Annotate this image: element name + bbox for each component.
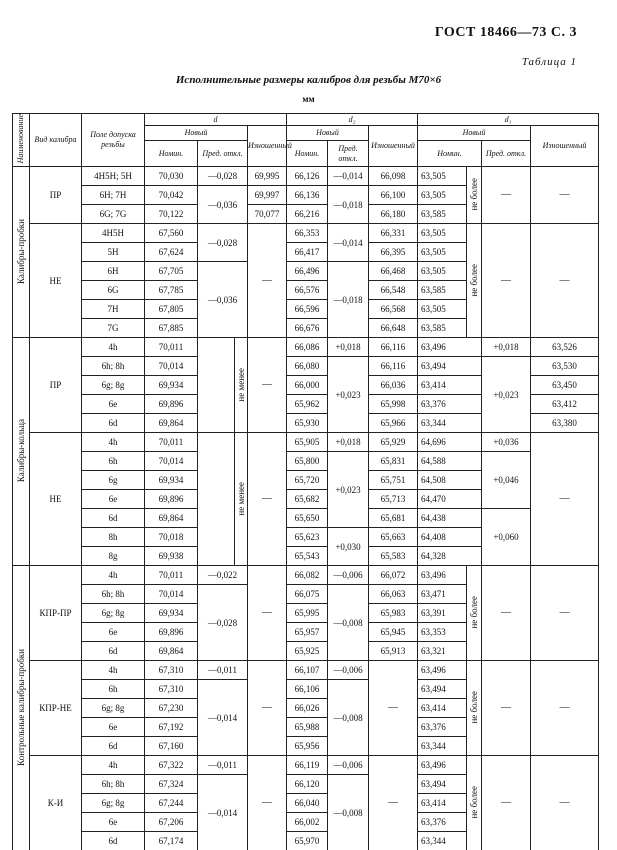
not-less-note: не менее [235,338,248,433]
not-more-note: не более [467,566,482,661]
not-more-note: не более [467,224,482,338]
table-row: 6e 69,896 65,682 65,713 64,470 [13,490,599,509]
table-row: 6g; 8g 67,244 66,040 63,414 [13,794,599,813]
d2-worn-header: Изношенный [369,126,418,167]
table-row: 6e 67,192 65,988 63,376 [13,718,599,737]
d1-nominal-header: Номин. [418,141,482,167]
table-row: 6e 69,896 65,957 65,945 63,353 [13,623,599,642]
table-row: 6G; 7G 70,122 70,077 66,216 66,180 63,585 [13,205,599,224]
col-kind-header: Вид калибра [30,114,82,167]
d-limit-header: Пред. откл. [198,141,248,167]
table-row: 8h 70,018 65,623 +0,030 65,663 64,408 [13,528,599,547]
d1-worn-header: Изношенный [531,126,599,167]
table-row: 6g 69,934 65,720 65,751 64,508 [13,471,599,490]
kind-cell: КПР-ПР [30,566,82,661]
not-more-note: не более [467,756,482,850]
table-row: КПР-НЕ 4h 67,310 —0,011 — 66,107 —0,006 — 63,496 не более — — [13,661,599,680]
table-row: 6h; 8h 70,014 66,080 +0,023 66,116 63,494 +0,023 63,530 [13,357,599,376]
table-row: 6h 67,310 —0,014 66,106 —0,008 63,494 [13,680,599,699]
col-tolerance-header: Поле допуска резьбы [82,114,145,167]
table-row: НЕ 4Н5Н 67,560 —0,028 — 66,353 —0,014 66,331 63,505 не более — — [13,224,599,243]
table-row: 6h; 8h 67,324 —0,014 66,120 —0,008 63,494 [13,775,599,794]
table-row: 6d 69,864 65,650 65,681 64,438 +0,060 [13,509,599,528]
unit-label: мм [302,94,315,104]
table-row: 7Н 67,805 66,596 66,568 63,505 [13,300,599,319]
table-row: 7G 67,885 66,676 66,648 63,585 [13,319,599,338]
table-row: 6d 67,160 65,956 63,344 [13,737,599,756]
table-row: 6g; 8g 69,934 66,000 66,036 63,414 63,450 [13,376,599,395]
kind-cell: ПР [30,167,82,224]
table-row: 6G 67,785 66,576 66,548 63,585 [13,281,599,300]
d2-limit-header: Пред. откл. [328,141,369,167]
d2-new-header: Новый [287,126,369,141]
table-row: 6h; 8h 70,014 —0,028 66,075 —0,008 66,063 63,471 [13,585,599,604]
d-nominal-header: Номин. [145,141,198,167]
table-row: Контрольные калибры-пробки КПР-ПР 4h 70,011 —0,022 — 66,082 —0,006 66,072 63,496 не более — — [13,566,599,585]
d2-nominal-header: Номин. [287,141,328,167]
d-worn-header: Изношенный [248,126,287,167]
group-name: Контрольные калибры-пробки [13,566,30,850]
table-row: Калибры-пробки ПР 4Н5Н; 5Н 70,030 —0,028 69,995 66,126 —0,014 66,098 63,505 не более — — [13,167,599,186]
col-d2-header: d₂ [287,114,418,126]
kind-cell: НЕ [30,433,82,566]
table-row: 6d 69,864 65,930 65,966 63,344 63,380 [13,414,599,433]
not-more-note: не более [467,661,482,756]
table-row: НЕ 4h 70,011 не менее — 65,905 +0,018 65,929 64,696 +0,036 — [13,433,599,452]
table-row: Калибры-кольца ПР 4h 70,011 не менее — 66,086 +0,018 66,116 63,496 +0,018 63,526 [13,338,599,357]
table-row: 6e 69,896 65,962 65,998 63,376 63,412 [13,395,599,414]
not-less-note: не менее [235,433,248,566]
table-row: 6h 70,014 65,800 +0,023 65,831 64,588 +0,046 [13,452,599,471]
kind-cell: К-И [30,756,82,850]
group-name: Калибры-пробки [13,167,30,338]
gost-header: ГОСТ 18466—73 С. 3 [434,25,577,40]
table-row: 6g; 8g 69,934 65,995 65,983 63,391 [13,604,599,623]
d1-new-header: Новый [418,126,531,141]
col-name-header: Наименование [13,114,30,167]
col-d-header: d [145,114,287,126]
d-new-header: Новый [145,126,248,141]
table-label: Таблица 1 [521,56,577,68]
table-title: Исполнительные размеры калибров для резьбы М70×6 [175,74,442,86]
d1-limit-header: Пред. откл. [482,141,531,167]
table-row: 5Н 67,624 66,417 66,395 63,505 [13,243,599,262]
table-row: 6d 67,174 65,970 63,344 [13,832,599,850]
group-name: Калибры-кольца [13,338,30,566]
not-more-note: не более [467,167,482,224]
table-row: 6Н 67,705 —0,036 66,496 —0,018 66,468 63,505 [13,262,599,281]
col-d1-header: d₁ [418,114,599,126]
table-row: К-И 4h 67,322 —0,011 — 66,119 —0,006 — 63,496 не более — — [13,756,599,775]
table-row: 6g; 8g 67,230 66,026 63,414 [13,699,599,718]
table-row: 6Н; 7Н 70,042 —0,036 69,997 66,136 —0,018 66,100 63,505 [13,186,599,205]
table-row: 6e 67,206 66,002 63,376 [13,813,599,832]
table-row: 6d 69,864 65,925 65,913 63,321 [13,642,599,661]
kind-cell: НЕ [30,224,82,338]
table-row: 8g 69,938 65,543 65,583 64,328 [13,547,599,566]
kind-cell: КПР-НЕ [30,661,82,756]
kind-cell: ПР [30,338,82,433]
dimensions-table [12,113,599,850]
